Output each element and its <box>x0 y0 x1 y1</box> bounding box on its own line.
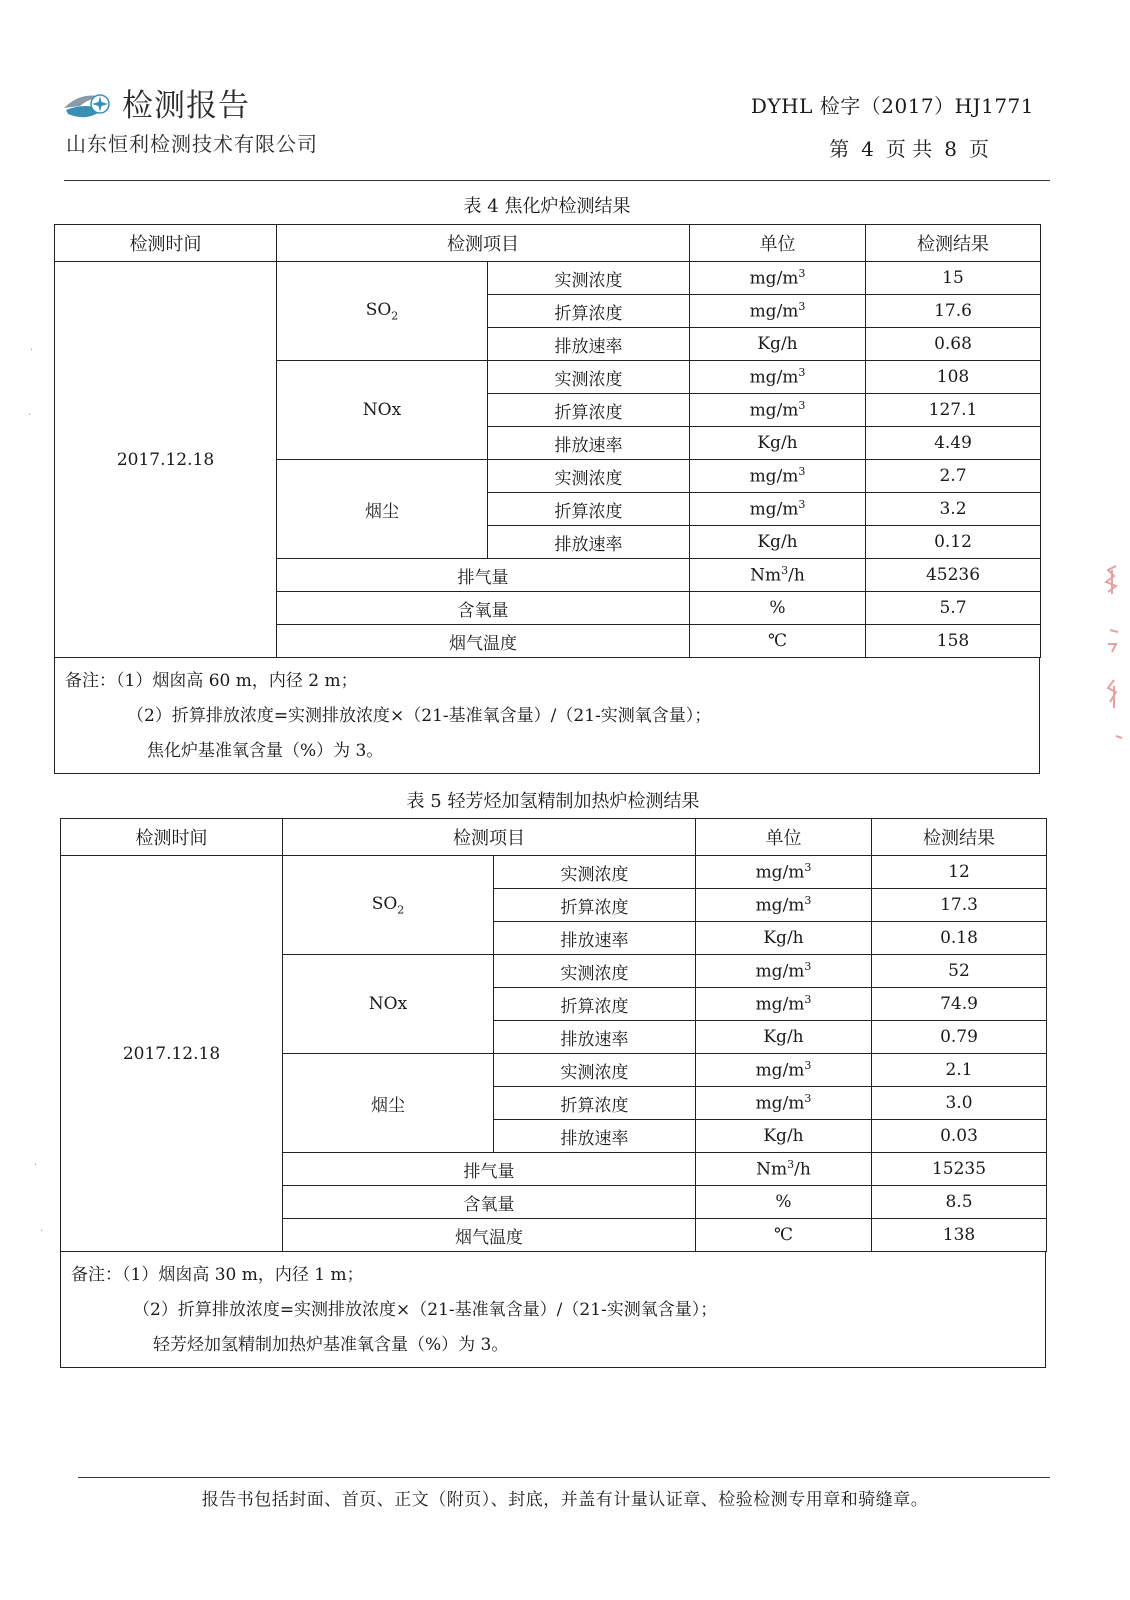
test-date: 2017.12.18 <box>61 856 283 1252</box>
unit-conc: $mg/m^3$ <box>690 493 866 526</box>
param-oxygen: 含氧量 <box>283 1186 696 1219</box>
unit-conc: $mg/m^3$ <box>690 460 866 493</box>
param-measured: 实测浓度 <box>494 1054 696 1087</box>
unit-percent: % <box>696 1186 872 1219</box>
param-converted: 折算浓度 <box>494 1087 696 1120</box>
table-row <box>55 262 1041 295</box>
unit-percent: % <box>690 592 866 625</box>
header-item: 检测项目 <box>283 819 696 856</box>
result-value: 127.1 <box>866 394 1041 427</box>
unit-flow: Nm$^3$/h <box>690 559 866 592</box>
seal-stamp <box>1094 560 1124 750</box>
note-line: 备注：（1）烟囱高 30 m，内径 1 m； <box>71 1265 364 1285</box>
pollutant-dust: 烟尘 <box>277 460 488 559</box>
table5-header-row <box>61 819 1047 856</box>
result-value: 0.68 <box>866 328 1041 361</box>
result-value: 2.7 <box>866 460 1041 493</box>
table-row <box>61 856 1047 889</box>
note-line: （2）折算排放浓度=实测排放浓度×（21-基准氧含量）/（21-实测氧含量）； <box>133 1300 718 1320</box>
result-value: 17.6 <box>866 295 1041 328</box>
param-converted: 折算浓度 <box>494 988 696 1021</box>
company-name: 山东恒利检测技术有限公司 <box>66 132 318 156</box>
unit-conc: $mg/m^3$ <box>696 955 872 988</box>
table4-caption: 表 4 焦化炉检测结果 <box>463 196 631 217</box>
page-prefix: 第 <box>829 137 850 161</box>
unit-conc: $mg/m^3$ <box>690 262 866 295</box>
param-exhaust: 排气量 <box>283 1153 696 1186</box>
pollutant-dust: 烟尘 <box>283 1054 494 1153</box>
unit-conc: $mg/m^3$ <box>696 889 872 922</box>
scan-speck: · <box>28 410 32 421</box>
unit-rate: Kg/h <box>696 922 872 955</box>
result-value: 138 <box>872 1219 1047 1252</box>
unit-conc: $mg/m^3$ <box>690 394 866 427</box>
param-converted: 折算浓度 <box>494 889 696 922</box>
param-rate: 排放速率 <box>494 1120 696 1153</box>
result-value: 17.3 <box>872 889 1047 922</box>
param-converted: 折算浓度 <box>488 394 690 427</box>
page-number <box>823 133 995 162</box>
report-number: DYHL 检字（2017）HJ1771 <box>750 94 1034 118</box>
table5 <box>60 818 1046 1368</box>
table4-header-row <box>55 225 1041 262</box>
header-divider <box>64 180 1050 181</box>
unit-conc: $mg/m^3$ <box>696 856 872 889</box>
param-oxygen: 含氧量 <box>277 592 690 625</box>
unit-flow: Nm$^3$/h <box>696 1153 872 1186</box>
result-value: 45236 <box>866 559 1041 592</box>
unit-rate: Kg/h <box>690 526 866 559</box>
param-measured: 实测浓度 <box>488 361 690 394</box>
param-measured: 实测浓度 <box>494 856 696 889</box>
table5-caption: 表 5 轻芳烃加氢精制加热炉检测结果 <box>406 791 700 812</box>
unit-rate: Kg/h <box>690 328 866 361</box>
unit-rate: Kg/h <box>696 1021 872 1054</box>
result-value: 108 <box>866 361 1041 394</box>
unit-conc: $mg/m^3$ <box>690 295 866 328</box>
param-converted: 折算浓度 <box>488 295 690 328</box>
note-line: （2）折算排放浓度=实测排放浓度×（21-基准氧含量）/（21-实测氧含量）； <box>127 706 712 726</box>
result-value: 4.49 <box>866 427 1041 460</box>
table5-notes <box>60 1252 1046 1368</box>
scan-speck: · <box>30 345 34 356</box>
param-temperature: 烟气温度 <box>283 1219 696 1252</box>
result-value: 3.2 <box>866 493 1041 526</box>
unit-celsius: ℃ <box>696 1219 872 1252</box>
param-measured: 实测浓度 <box>488 262 690 295</box>
param-rate: 排放速率 <box>494 922 696 955</box>
pollutant-so2: $SO_2$ <box>283 856 494 955</box>
pollutant-so2: $SO_2$ <box>277 262 488 361</box>
header-time: 检测时间 <box>55 225 277 262</box>
unit-rate: Kg/h <box>690 427 866 460</box>
header-result: 检测结果 <box>866 225 1041 262</box>
result-value: 158 <box>866 625 1041 658</box>
note-line: 焦化炉基准氧含量（%）为 3。 <box>147 741 384 761</box>
result-value: 0.18 <box>872 922 1047 955</box>
result-value: 2.1 <box>872 1054 1047 1087</box>
unit-conc: $mg/m^3$ <box>696 988 872 1021</box>
pollutant-nox: NOx <box>277 361 488 460</box>
header-time: 检测时间 <box>61 819 283 856</box>
result-value: 3.0 <box>872 1087 1047 1120</box>
note-line: 轻芳烃加氢精制加热炉基准氧含量（%）为 3。 <box>153 1335 509 1355</box>
table4 <box>54 224 1040 774</box>
result-value: 0.12 <box>866 526 1041 559</box>
pollutant-nox: NOx <box>283 955 494 1054</box>
unit-conc: $mg/m^3$ <box>696 1054 872 1087</box>
unit-conc: $mg/m^3$ <box>690 361 866 394</box>
param-converted: 折算浓度 <box>488 493 690 526</box>
page-mid: 页 共 <box>885 137 933 161</box>
table4-grid <box>54 224 1041 658</box>
result-value: 12 <box>872 856 1047 889</box>
table5-grid <box>60 818 1047 1252</box>
report-title: 检测报告 <box>122 88 250 124</box>
result-value: 5.7 <box>866 592 1041 625</box>
note-line: 备注：（1）烟囱高 60 m，内径 2 m； <box>65 671 358 691</box>
result-value: 15 <box>866 262 1041 295</box>
param-rate: 排放速率 <box>488 526 690 559</box>
param-rate: 排放速率 <box>488 328 690 361</box>
result-value: 0.03 <box>872 1120 1047 1153</box>
result-value: 74.9 <box>872 988 1047 1021</box>
result-value: 0.79 <box>872 1021 1047 1054</box>
page-current: 4 <box>861 137 874 161</box>
scan-speck: · <box>34 1160 38 1171</box>
unit-conc: $mg/m^3$ <box>696 1087 872 1120</box>
header-unit: 单位 <box>696 819 872 856</box>
footer-note: 报告书包括封面、首页、正文（附页）、封底，并盖有计量认证章、检验检测专用章和骑缝章。 <box>201 1490 929 1510</box>
scan-speck: · <box>40 1226 44 1237</box>
unit-rate: Kg/h <box>696 1120 872 1153</box>
result-value: 15235 <box>872 1153 1047 1186</box>
param-temperature: 烟气温度 <box>277 625 690 658</box>
page-total: 8 <box>944 137 957 161</box>
unit-celsius: ℃ <box>690 625 866 658</box>
test-date: 2017.12.18 <box>55 262 277 658</box>
table4-notes <box>54 658 1040 774</box>
header-item: 检测项目 <box>277 225 690 262</box>
result-value: 52 <box>872 955 1047 988</box>
result-value: 8.5 <box>872 1186 1047 1219</box>
header-unit: 单位 <box>690 225 866 262</box>
footer-divider <box>78 1477 1050 1478</box>
param-measured: 实测浓度 <box>488 460 690 493</box>
header-result: 检测结果 <box>872 819 1047 856</box>
param-rate: 排放速率 <box>494 1021 696 1054</box>
page-suffix: 页 <box>969 137 989 161</box>
param-exhaust: 排气量 <box>277 559 690 592</box>
param-rate: 排放速率 <box>488 427 690 460</box>
param-measured: 实测浓度 <box>494 955 696 988</box>
